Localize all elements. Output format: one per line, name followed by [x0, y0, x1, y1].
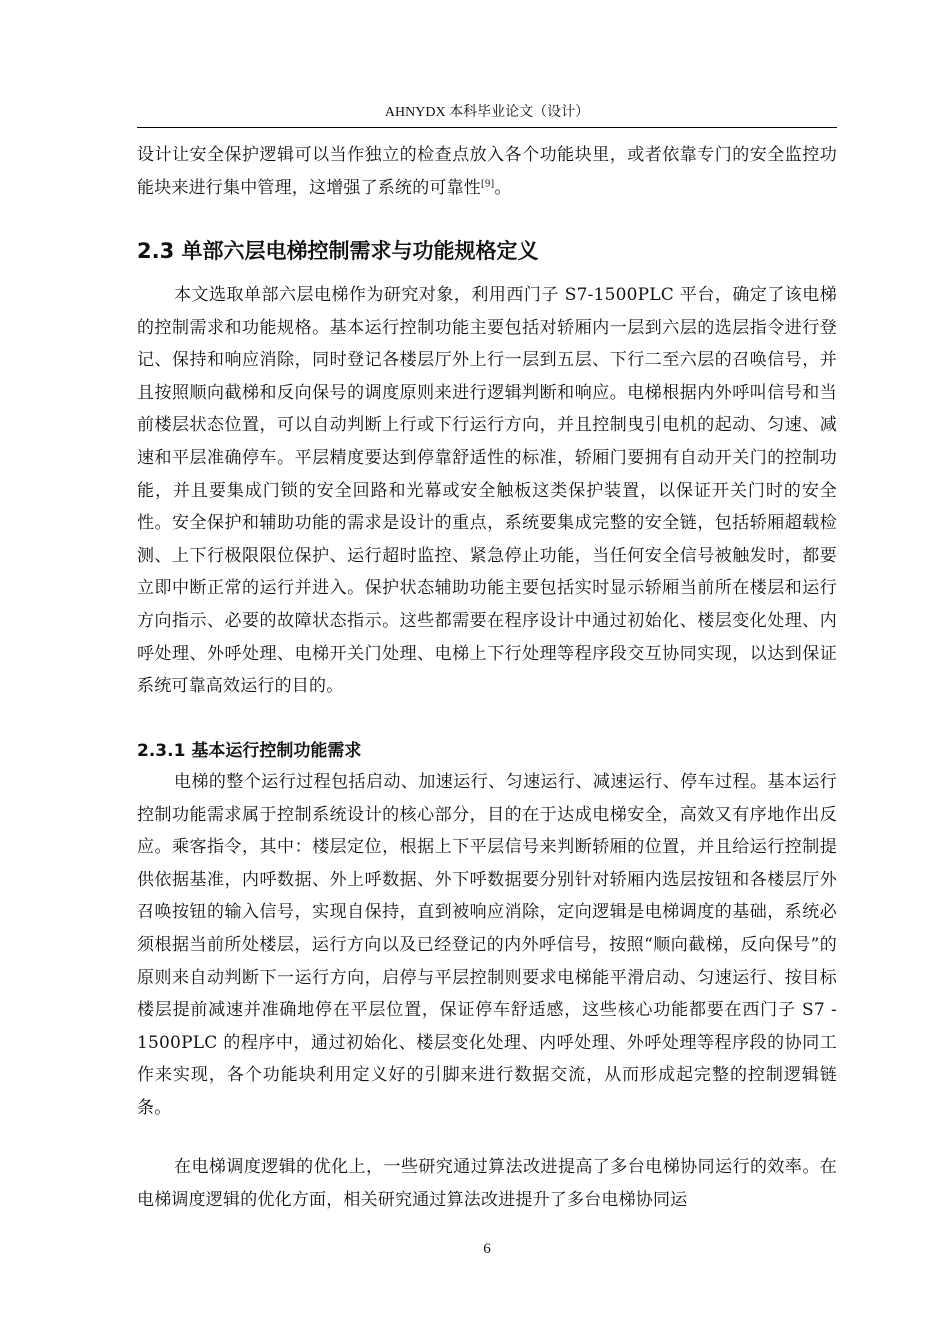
paragraph-end-punct: 。: [494, 177, 512, 198]
section-heading: 2.3 单部六层电梯控制需求与功能规格定义: [137, 239, 539, 263]
paragraph-text: 设计让安全保护逻辑可以当作独立的检查点放入各个功能块里，或者依靠专门的安全监控功能块来进行集中管理，这增强了系统的可靠性: [137, 145, 837, 198]
page-number: 6: [483, 1241, 491, 1257]
paragraph-basic-control: 电梯的整个运行过程包括启动、加速运行、匀速运行、减速运行、停车过程。基本运行控制功能需求属于控制系统设计的核心部分，目的在于达成电梯安全，高效又有序地作出反应。乘客指令，其中：楼层定位，根据上下平层信号来判断轿厢的位置，并且给运行控制提供依据基准，内呼数据、外上呼数据、外下呼数据要分别针对轿厢内选层按钮和各楼层厅外召唤按钮的输入信号，实现自保持，直到被响应消除，定向逻辑是电梯调度的基础，系统必须根据当前所处楼层，运行方向以及已经登记的内外呼信号，按照“顺向截梯，反向保号”的原则来自动判断下一运行方向，启停与平层控制则要求电梯能平滑启动、匀速运行、按目标楼层提前减速并准确地停在平层位置，保证停车舒适感，这些核心功能都要在西门子 S7 - 1500PLC 的程序中，通过初始化、楼层变化处理、内呼处理、外呼处理等程序段的协同工作来实现，各个功能块利用定义好的引脚来进行数据交流，从而形成起完整的控制逻辑链条。: [137, 772, 837, 1118]
header-divider: [137, 127, 837, 128]
running-header: AHNYDX 本科毕业论文（设计）: [384, 105, 590, 120]
paragraph-intro-continuation: [137, 139, 837, 204]
citation-reference: [9]: [481, 178, 495, 189]
paragraph-dispatch-optimization: 在电梯调度逻辑的优化上，一些研究通过算法改进提高了多台电梯协同运行的效率。在电梯调度逻辑的优化方面，相关研究通过算法改进提升了多台电梯协同运: [137, 1157, 837, 1210]
subsection-heading: 2.3.1 基本运行控制功能需求: [137, 741, 362, 761]
paragraph-requirements: 本文选取单部六层电梯作为研究对象，利用西门子 S7-1500PLC 平台，确定了该电梯的控制需求和功能规格。基本运行控制功能主要包括对轿厢内一层到六层的选层指令进行登记、保持和响应消除，同时登记各楼层厅外上行一层到五层、下行二至六层的召唤信号，并且按照顺向截梯和反向保号的调度原则来进行逻辑判断和响应。电梯根据内外呼叫信号和当前楼层状态位置，可以自动判断上行或下行运行方向，并且控制曳引电机的起动、匀速、减速和平层准确停车。平层精度要达到停靠舒适性的标准，轿厢门要拥有自动开关门的控制功能，并且要集成门锁的安全回路和光幕或安全触板这类保护装置，以保证开关门时的安全性。安全保护和辅助功能的需求是设计的重点，系统要集成完整的安全链，包括轿厢超载检测、上下行极限限位保护、运行超时监控、紧急停止功能，当任何安全信号被触发时，都要立即中断正常的运行并进入。保护状态辅助功能主要包括实时显示轿厢当前所在楼层和运行方向指示、必要的故障状态指示。这些都需要在程序设计中通过初始化、楼层变化处理、内呼处理、外呼处理、电梯开关门处理、电梯上下行处理等程序段交互协同实现，以达到保证系统可靠高效运行的目的。: [137, 285, 837, 697]
